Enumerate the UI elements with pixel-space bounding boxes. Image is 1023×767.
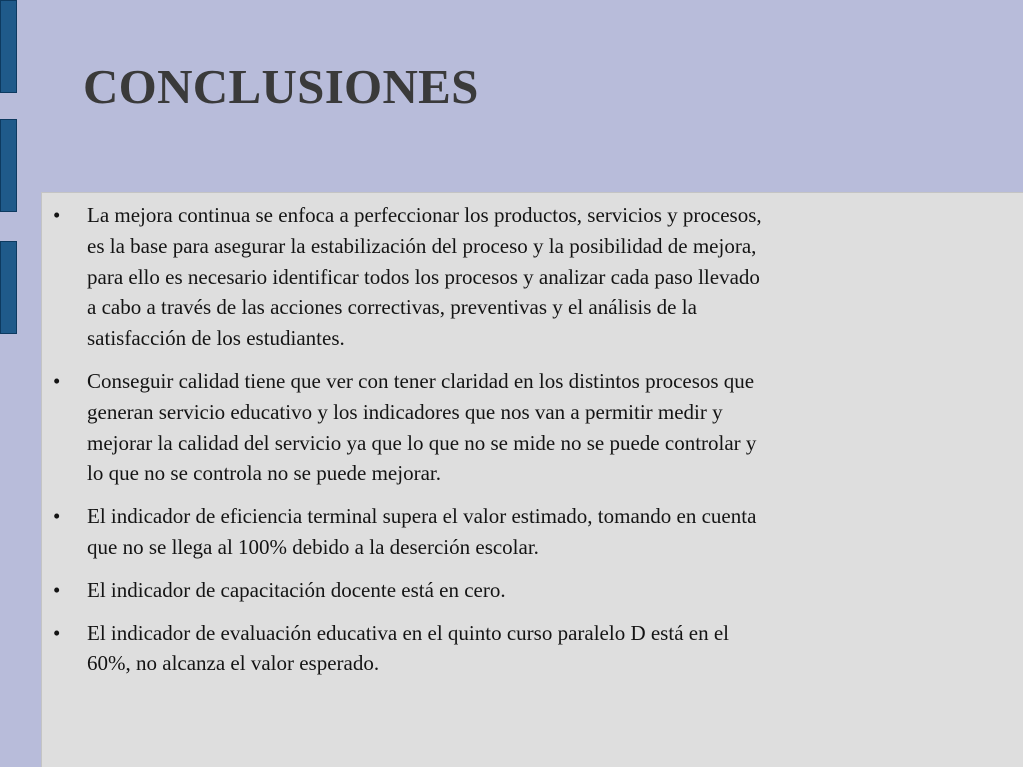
bullet-item [42, 501, 942, 563]
accent-bar-middle [0, 119, 17, 212]
bullet-item [42, 575, 942, 606]
bullet-dot-icon: • [53, 577, 61, 602]
bullet-text: El indicador de evaluación educativa en el quinto curso paralelo D está en el 60%, no alcanza el valor esperado. [87, 620, 729, 676]
bullet-item [42, 618, 942, 680]
bullet-text: Conseguir calidad tiene que ver con tener claridad en los distintos procesos que generan servicio educativo y los indicadores que nos van a permitir medir y mejorar la calidad del servicio ya que lo que no se mide no se puede controlar y lo que no se controla no se puede mejorar. [87, 368, 757, 486]
bullet-text: El indicador de capacitación docente está en cero. [87, 577, 506, 602]
bullet-dot-icon: • [53, 504, 61, 529]
bullet-dot-icon: • [53, 203, 61, 227]
accent-bar-bottom [0, 241, 17, 334]
accent-bar-top [0, 0, 17, 93]
bullet-dot-icon: • [53, 368, 61, 393]
bullet-item [42, 366, 942, 489]
bullet-dot-icon: • [53, 620, 61, 645]
bullet-text: El indicador de eficiencia terminal supera el valor estimado, tomando en cuenta que no se llega al 100% debido a la deserción escolar. [87, 504, 757, 559]
slide-title: CONCLUSIONES [83, 59, 479, 114]
bullet-item [42, 200, 942, 354]
content-box [41, 192, 1023, 767]
bullet-text: La mejora continua se enfoca a perfeccionar los productos, servicios y procesos, es la base para asegurar la estabilización del proceso y la posibilidad de mejora, para ello es necesario identificar todos los procesos y analizar cada paso llevado a cabo a través de las acciones correctivas, preventivas y el análisis de la satisfacción de los estudiantes. [87, 203, 762, 351]
bullet-list [42, 200, 942, 691]
